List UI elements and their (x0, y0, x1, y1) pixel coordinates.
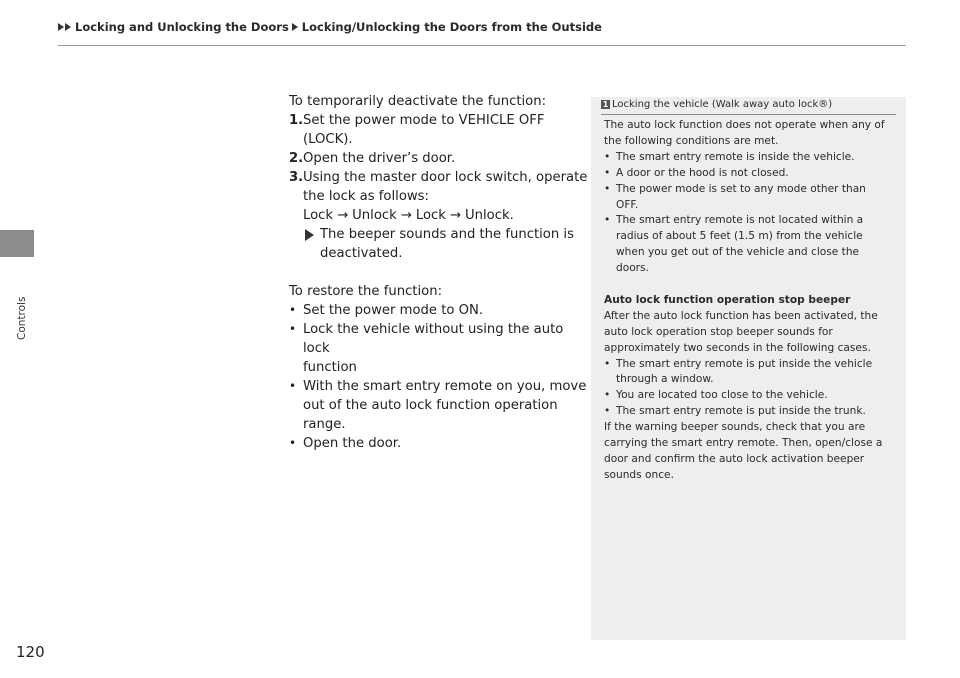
beeper-case-item (604, 357, 896, 373)
condition-item (604, 166, 896, 182)
list-item (289, 301, 589, 320)
condition-text: doors. (616, 262, 649, 275)
bullet-icon: • (604, 357, 611, 370)
sidebar-body (604, 118, 896, 484)
sidebar-text: The auto lock function does not operate when any of (604, 119, 885, 131)
breadcrumb (58, 20, 602, 34)
result-arrow-icon (305, 229, 314, 241)
condition-text: The smart entry remote is inside the vehicle. (616, 150, 855, 163)
bullet-icon: • (604, 389, 611, 402)
restore-heading: To restore the function: (289, 284, 443, 299)
list-item (289, 320, 589, 358)
bullet-icon: • (604, 214, 611, 227)
sidebar-divider (601, 114, 896, 115)
list-item (289, 377, 589, 396)
section-label: Controls (16, 296, 28, 340)
step-number: 2. (289, 151, 304, 166)
main-content (289, 92, 589, 453)
bullet-icon: • (289, 322, 297, 336)
sidebar-text: door and confirm the auto lock activation beeper (604, 453, 865, 466)
arrow-right-icon: → (400, 208, 412, 223)
breadcrumb-item[interactable]: Locking and Unlocking the Doors (75, 20, 289, 34)
beeper-heading: Auto lock function operation stop beeper (604, 293, 851, 306)
step-text: the lock as follows: (303, 189, 429, 204)
list-item-text: With the smart entry remote on you, move (303, 379, 587, 394)
sidebar-title-text[interactable]: Locking the vehicle (Walk away auto lock®) (612, 99, 833, 110)
condition-text: radius of about 5 feet (1.5 m) from the vehicle (616, 230, 863, 243)
breadcrumb-arrow-icon (58, 23, 64, 31)
result-note (289, 225, 589, 244)
step-item (289, 168, 589, 187)
lock-sequence (289, 206, 589, 225)
condition-text: The power mode is set to any mode other than (616, 182, 866, 195)
beeper-case-text: through a window. (616, 373, 714, 386)
step-item (289, 111, 589, 130)
result-text: deactivated. (320, 246, 403, 261)
condition-text: OFF. (616, 198, 639, 211)
list-item (289, 434, 589, 453)
section-tab (0, 230, 34, 257)
condition-item (604, 182, 896, 198)
list-item-text: function (303, 360, 357, 375)
page-number: 120 (16, 643, 45, 661)
breadcrumb-arrow-icon (292, 23, 298, 31)
bullet-icon: • (604, 150, 611, 163)
arrow-right-icon: → (337, 208, 349, 223)
sequence-step: Unlock (352, 208, 397, 223)
sequence-step: Lock (303, 208, 334, 223)
list-item-text: Set the power mode to ON. (303, 303, 484, 318)
condition-text: The smart entry remote is not located within a (616, 214, 864, 227)
condition-item (604, 150, 896, 166)
list-item-text: out of the auto lock function operation (303, 398, 558, 413)
breadcrumb-arrow-icon (65, 23, 71, 31)
beeper-case-text: The smart entry remote is put inside the trunk. (616, 405, 866, 418)
step-text: (LOCK). (303, 132, 353, 147)
bullet-icon: • (604, 405, 611, 418)
bullet-icon: • (604, 166, 611, 179)
sequence-step: Lock (415, 208, 446, 223)
step-text: Open the driver’s door. (303, 151, 456, 166)
step-item (289, 149, 589, 168)
header-divider (58, 45, 906, 46)
sidebar-text: carrying the smart entry remote. Then, open/close a (604, 437, 883, 450)
sequence-step: Unlock. (464, 208, 514, 223)
sidebar-text: If the warning beeper sounds, check that you are (604, 421, 866, 434)
bullet-icon: • (289, 379, 297, 393)
beeper-case-text: You are located too close to the vehicle. (616, 389, 828, 402)
result-text: The beeper sounds and the function is (320, 227, 574, 242)
sidebar-title (601, 99, 832, 110)
arrow-right-icon: → (449, 208, 461, 223)
list-item-text: range. (303, 417, 346, 432)
sidebar-text: After the auto lock function has been activated, the (604, 309, 878, 322)
sidebar-text: auto lock operation stop beeper sounds for (604, 325, 833, 338)
step-text: Using the master door lock switch, operate (303, 170, 588, 185)
bullet-icon: • (604, 182, 611, 195)
step-number: 3. (289, 170, 304, 185)
reference-icon: 1 (602, 100, 609, 109)
condition-item (604, 213, 896, 229)
sidebar-text: approximately two seconds in the following cases. (604, 341, 871, 354)
step-text: Set the power mode to VEHICLE OFF (303, 113, 545, 128)
condition-text: A door or the hood is not closed. (616, 166, 789, 179)
beeper-case-text: The smart entry remote is put inside the vehicle (616, 357, 873, 370)
list-item-text: Open the door. (303, 436, 402, 451)
bullet-icon: • (289, 436, 297, 450)
sidebar-text: sounds once. (604, 468, 674, 481)
list-item-text: Lock the vehicle without using the auto lock (303, 322, 564, 356)
intro-text: To temporarily deactivate the function: (289, 94, 547, 109)
bullet-icon: • (289, 303, 297, 317)
step-number: 1. (289, 113, 304, 128)
condition-text: when you get out of the vehicle and close the (616, 246, 860, 259)
sidebar-text: the following conditions are met. (604, 134, 779, 147)
beeper-case-item (604, 404, 896, 420)
breadcrumb-item[interactable]: Locking/Unlocking the Doors from the Outside (301, 20, 602, 34)
beeper-case-item (604, 388, 896, 404)
